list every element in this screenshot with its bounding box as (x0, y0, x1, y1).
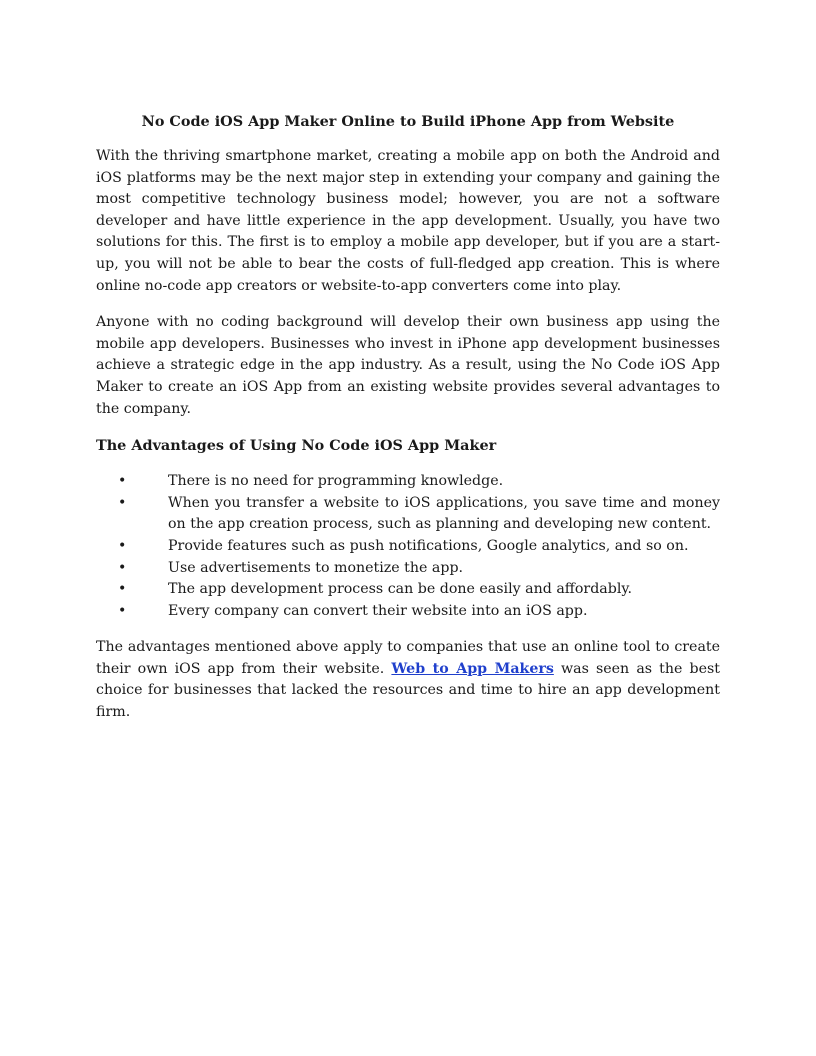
web-to-app-makers-link[interactable]: Web to App Makers (391, 660, 554, 677)
list-item-text: Use advertisements to monetize the app. (168, 559, 464, 576)
bullet-icon: • (118, 473, 127, 490)
second-paragraph: Anyone with no coding background will develop their own business app using the mobile app developers. Businesses who invest in iPhone app development businesses achieve a strategic edge in the app industry. As a result, using the No Code iOS App Maker to create an iOS App from an existing website provides several advantages to the company. (96, 314, 720, 417)
list-item-text: When you transfer a website to iOS applications, you save time and money on the app creation process, such as planning and developing new content. (168, 494, 720, 533)
list-item-text: Every company can convert their website into an iOS app. (168, 602, 588, 619)
list-item (96, 558, 720, 580)
closing-paragraph (96, 637, 720, 723)
bullet-icon: • (118, 494, 127, 511)
list-item (96, 579, 720, 601)
closing-text-after: was seen as the best choice for businesses that lacked the resources and time to hire an app development firm. (96, 660, 721, 721)
document-title: No Code iOS App Maker Online to Build iPhone App from Website (141, 113, 675, 130)
list-item (96, 471, 720, 493)
bullet-icon: • (118, 537, 127, 554)
list-item-text: There is no need for programming knowledge. (168, 473, 504, 490)
advantages-list (96, 471, 720, 622)
bullet-icon: • (118, 602, 127, 619)
advantages-heading: The Advantages of Using No Code iOS App Maker (96, 437, 497, 455)
list-item (96, 601, 720, 623)
list-item-text: Provide features such as push notifications, Google analytics, and so on. (168, 537, 689, 554)
document-page (96, 111, 720, 739)
closing-text-before: The advantages mentioned above apply to companies that use an online tool to create their own iOS app from their website. (96, 639, 720, 677)
intro-paragraph: With the thriving smartphone market, creating a mobile app on both the Android and iOS platforms may be the next major step in extending your company and gaining the most competitive technology business model; however, you are not a software developer and have little experience in the app development. Usually, you have two solutions for this. The first is to employ a mobile app developer, but if you are a start-up, you will not be able to bear the costs of full-fledged app creation. This is where online no-code app creators or website-to-app converters come into play. (96, 148, 720, 294)
bullet-icon: • (118, 559, 127, 576)
bullet-icon: • (118, 581, 127, 598)
list-item (96, 536, 720, 558)
list-item (96, 493, 720, 536)
list-item-text: The app development process can be done easily and affordably. (168, 581, 632, 598)
